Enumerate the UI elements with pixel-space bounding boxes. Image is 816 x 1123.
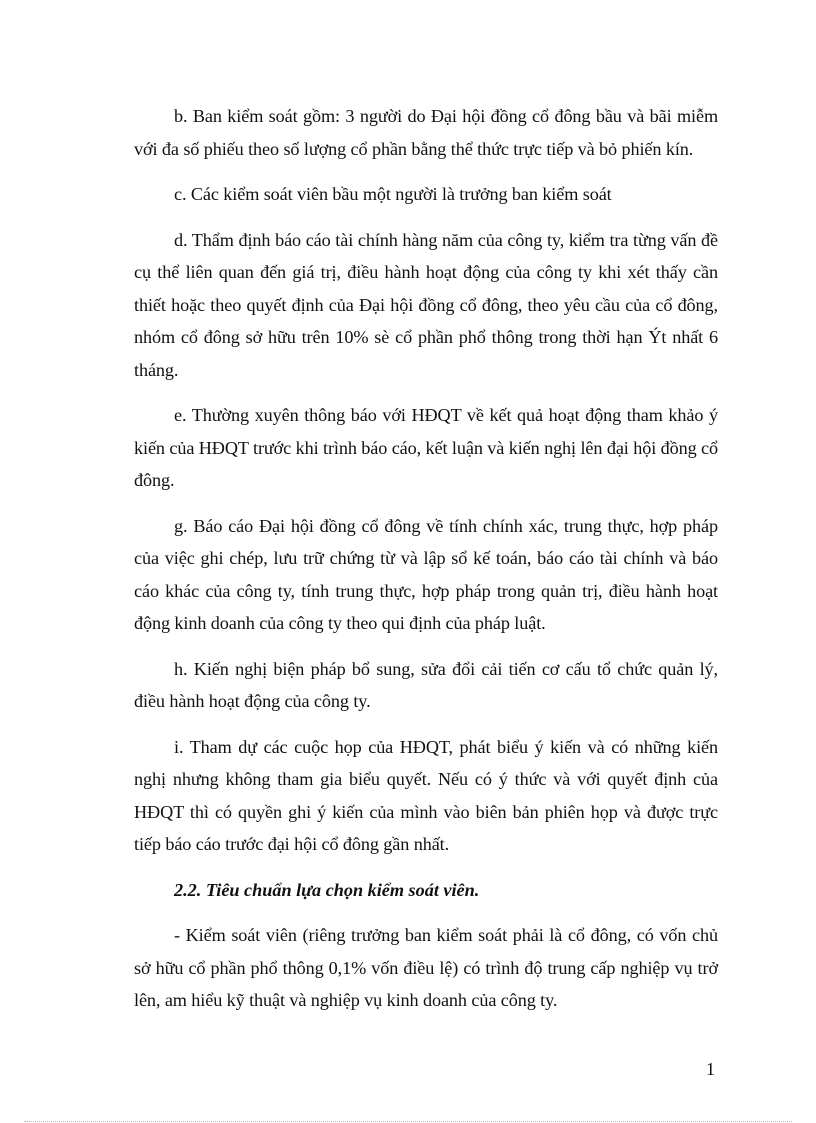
section-paragraph: - Kiểm soát viên (riêng trưởng ban kiểm soát phải là cổ đông, có vốn chủ sở hữu cổ phần phổ thông 0,1% vốn điều lệ) có trình độ trung cấp nghiệp vụ trở lên, am hiểu kỹ thuật và nghiệp vụ kinh doanh của công ty. — [134, 925, 718, 1010]
page-number: 1 — [706, 1059, 715, 1079]
paragraph-g: g. Báo cáo Đại hội đồng cổ đông về tính chính xác, trung thực, hợp pháp của việc ghi chép, lưu trữ chứng từ và lập sổ kế toán, báo cáo tài chính và báo cáo khác của công ty, tính trung thực, hợp pháp trong quản trị, điều hành hoạt động kinh doanh của công ty theo qui định của pháp luật. — [134, 515, 718, 633]
paragraph-b: b. Ban kiểm soát gồm: 3 người do Đại hội đồng cổ đông bầu và bãi miễm với đa số phiếu theo số lượng cổ phần bằng thể thức trực tiếp và bỏ phiến kín. — [134, 106, 718, 159]
paragraph-d: d. Thẩm định báo cáo tài chính hàng năm của công ty, kiểm tra từng vấn đề cụ thể liên quan đến giá trị, điều hành hoạt động của công ty khi xét thấy cần thiết hoặc theo quyết định của Đại hội đồng cổ đông, theo yêu cầu của cổ đông, nhóm cổ đông sở hữu trên 10% sè cổ phần phổ thông trong thời hạn Ýt nhất 6 tháng. — [134, 229, 718, 380]
section-heading: 2.2. Tiêu chuẩn lựa chọn kiểm soát viên. — [174, 879, 480, 900]
paragraph-c: c. Các kiểm soát viên bầu một người là trưởng ban kiểm soát — [174, 184, 612, 204]
paragraph-i: i. Tham dự các cuộc họp của HĐQT, phát biểu ý kiến và có những kiến nghị nhưng không tham gia biểu quyết. Nếu có ý thức và với quyết định của HĐQT thì có quyền ghi ý kiến của mình vào biên bản phiên họp và được trực tiếp báo cáo trước đại hội cổ đông gần nhất. — [134, 736, 718, 854]
paragraph-e: e. Thường xuyên thông báo với HĐQT về kết quả hoạt động tham khảo ý kiến của HĐQT trước khi trình báo cáo, kết luận và kiến nghị lên đại hội đồng cổ đông. — [134, 405, 718, 490]
paragraph-h: h. Kiến nghị biện pháp bổ sung, sửa đổi cải tiến cơ cấu tổ chức quản lý, điều hành hoạt động của công ty. — [134, 658, 718, 711]
page-bottom-border — [24, 1121, 792, 1122]
document-body — [134, 100, 718, 1030]
